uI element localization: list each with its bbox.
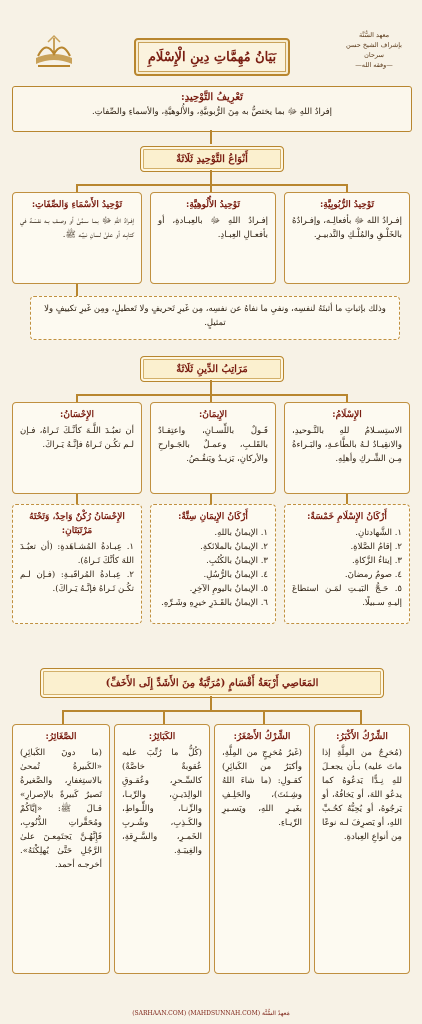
footer-text: مَعهدُ السُّنَّة (MAHDSUNNAH.COM) (SARHAAN.COM) [132,1010,290,1017]
box-title: الصَّغَائِرُ: [45,732,77,742]
definition-text: إفرادُ اللهِ ﷻ بما يختصُّ به مِنَ الرُّبوبيَّةِ، والأُلوهيَّةِ، والأسماءِ والصِّفاتِ. [91,107,333,117]
islam-pillars-box [284,504,410,624]
box-title: تَوْحِيدُ الرُّبُوبِيَّةِ: [319,200,375,210]
connector-line [346,394,348,402]
connector-line [76,394,78,402]
connector-line [210,494,212,504]
box-title: الإِسْلَامُ: [332,410,362,420]
connector-line [360,710,362,724]
box-title: الشِّرْكُ الأَكْبَرُ: [336,732,388,742]
list-item: ٦. الإيمانُ بالقَـدَرِ خيرِهِ وشَـرِّهِ. [161,598,268,608]
connector-line [263,710,265,724]
list-item: ١. عِبـادةُ المُشـاهَدةِ: (أن تعبُـدَ اللهَ كأنَّكَ تَـراهُ). [20,542,134,566]
connector-line [346,184,348,192]
box-text: إفـرادُ اللهِ ﷻ بمـا سـمَّىٰ أو وصـف بـه نفسَـهُ في كتابِـه أو علىٰ لسانِ نبيِّـه ﷺ. [20,216,134,240]
level-iman-box [150,402,276,494]
sins-header: المَعَاصِي أَرْبَعَةُ أَقْسَامٍ (مُرَتَّبَةٌ مِنَ الأَشَدِّ إِلَى الأَخَفِّ) [40,668,384,698]
level-ihsan-box [12,402,142,494]
levels-header: مَرَاتِبُ الدِّينِ ثَلَاثَةٌ [140,356,284,382]
minor-sins-box [12,724,110,974]
box-title: الإِيمَانُ: [198,410,227,420]
list-item: ٢. الإيمانُ بالملائكةِ. [200,542,268,552]
connector-line [76,494,78,504]
list-item: ٤. صومُ رمضانَ. [344,570,402,580]
box-text: أن تعبُـدَ اللَّـهَ كأنَّـكَ تَـراهُ، فـإن لـم تكُـن تَـراهُ فإنَّـهُ يَـراكَ. [20,426,134,450]
box-title: أَرْكَانُ الإِسْلَامِ خَمْسَةٌ: [307,512,387,522]
list-item: ٤. الإيمانُ بالرُّسُلِ. [203,570,268,580]
institute-label: معهد السُّنَّة بإشراف الشيخ حسن سرحان —وفقه الله— [345,31,402,69]
list-item: ٢. عِبـادةُ المُراقَبـةِ: (فـإن لـم تكُـن تَـراهُ فإنَّـهُ يَـراكَ). [20,570,134,594]
connector-line [210,394,212,402]
connector-line [210,130,212,144]
list-item: ٣. إيتاءُ الزَّكاةِ. [352,556,402,566]
tawheed-rububiyyah-box [284,192,410,284]
ihsan-pillar-box [12,504,142,624]
minor-shirk-box [214,724,310,974]
box-text: الاستِسـلامُ للهِ بالتَّـوحيدِ، والانقِيـادُ لـهُ بالطَّاعـةِ، والبَـراءةُ مِـن الشِّـركِ وأهلِهِ. [292,426,402,464]
box-text: (غَيرُ مُخرِجٍ من المِلَّةِ، وأكبَرُ من الكَبائِرِ) كقـولِ: (ما شاءَ اللهُ وشِـئتَ)، والحَلِـفِ بغَيـرِ اللهِ، ويَسـيرِ الرِّيـاءِ. [222,748,302,828]
connector-line [210,380,212,394]
box-title: الكَبَائِرُ: [148,732,176,742]
connector-line [76,284,78,296]
connector-line [76,184,78,192]
major-shirk-box [314,724,410,974]
list-item: ١. الإيمانُ باللهِ. [214,528,268,538]
tawheed-definition-box [12,86,412,132]
list-item: ١. الشَّهادتانِ. [355,528,402,538]
box-title: أَرْكَانُ الإِيمَانِ سِتَّةٌ: [178,512,248,522]
box-text: (ما دونَ الكَبائِرِ) «الكَبيرةُ تُمحىٰ بالاستِغفارِ، والصَّغيرةُ تَصيرُ كَبيرةً بالإصرارِ» قـالَ ﷺ: «إيَّاكُمْ ومُحَقَّراتِ الذُّنُوبِ، فَإِنَّهُـنَّ يَجتَمِعـنَ علىٰ الرَّجُلِ حَتَّىٰ يُهلِكْنَهُ». أخرجـه أحمد. [20,748,102,870]
tawheed-types-header: أَنْوَاعُ التَّوْحِيدِ ثَلَاثَةٌ [140,146,284,172]
box-text: إفـرادُ اللهِ ﷻ بالعِبـادةِ، أو بأفعـالِ العِبـادِ. [158,216,268,240]
connector-line [210,184,212,192]
box-text: إفـرادُ الله ﷻ بأفعالِـه، وإفـرادُهُ بالخَلْـقِ والمُلْـكِ والتَّدبيـرِ. [292,216,402,240]
box-title: تَوْحِيدُ الأُلُوهِيَّةِ: [186,200,240,210]
box-text: (مُخرِجٌ من المِلَّةِ إذا ماتَ عليه) بـأن يجعـلَ للهِ نِـدًّا يَدعُوهُ كما يدعُو اللهَ، أو يَخافُهُ، أو يَرجُوهُ، أو يُحِبُّهُ كحُـبِّ اللهِ، أو يَصرِفَ لـه نوعًا مِن أنواعِ العِبادةِ. [322,748,402,842]
book-logo-icon [32,32,76,72]
level-islam-box [284,402,410,494]
note-text: وذلك بإثباتِ ما أثبتَهُ لنفسِه، ونفيِ ما نفاهُ عن نفسِه، مِن غَيرِ تَحريفٍ ولا تَعطيلٍ، ومِن غَيرِ تكييفٍ ولا تمثيلٍ. [44,304,386,328]
box-title: تَوْحِيدُ الأَسْمَاءِ وَالصِّفَاتِ: [31,200,123,210]
page-title: بَيَانُ مُهِمَّاتِ دِينِ الْإِسْلَامِ [134,38,290,76]
box-text: قَـولٌ باللِّسـانِ، واعتِقـادٌ بالقَلـبِ، وعمـلٌ بالجَـوارحِ والأركانِ، يَزيـدُ ويَنقُـصُ. [158,426,268,464]
list-item: ٥. الإيمانُ باليومِ الآخِرِ. [189,584,268,594]
iman-pillars-box [150,504,276,624]
tawheed-uluhiyyah-box [150,192,276,284]
box-title: الإِحْسَانُ رُكْنٌ وَاحِدٌ، وَتَحْتَهُ مَرْتَبَتَانِ: [29,512,125,536]
box-title: الشِّرْكُ الأَصْغَرُ: [233,732,291,742]
list-item: ٥. حَـجُّ البَيـتِ لمَـن استطاعَ إليـهِ سـبيلًا. [292,584,402,608]
connector-line [210,170,212,184]
connector-line [163,710,165,724]
tawheed-asma-sifat-box [12,192,142,284]
connector-line [62,710,360,712]
connector-line [346,494,348,504]
box-title: الإِحْسَانُ: [60,410,94,420]
asma-sifat-note-box [30,296,400,340]
major-sins-box [114,724,210,974]
box-text: (كُلُّ ما رُتِّبَ عليه عُقوبةٌ خاصَّةٌ) كالسِّـحرِ، وعُقـوقِ الوالِدَيـنِ، والرِّبـا، والزِّنـا، واللِّـواطِ، والكَـذِبِ، وشُـربِ الخَمـرِ، والسَّـرِقةِ، والغِيبَـةِ. [122,748,202,856]
list-item: ٢. إقامُ الصَّلاةِ. [350,542,402,552]
connector-line [210,696,212,710]
list-item: ٣. الإيمانُ بالكُتُبِ. [206,556,268,566]
definition-title: تَعْرِيفُ التَّوْحِيدِ: [181,92,243,103]
connector-line [62,710,64,724]
